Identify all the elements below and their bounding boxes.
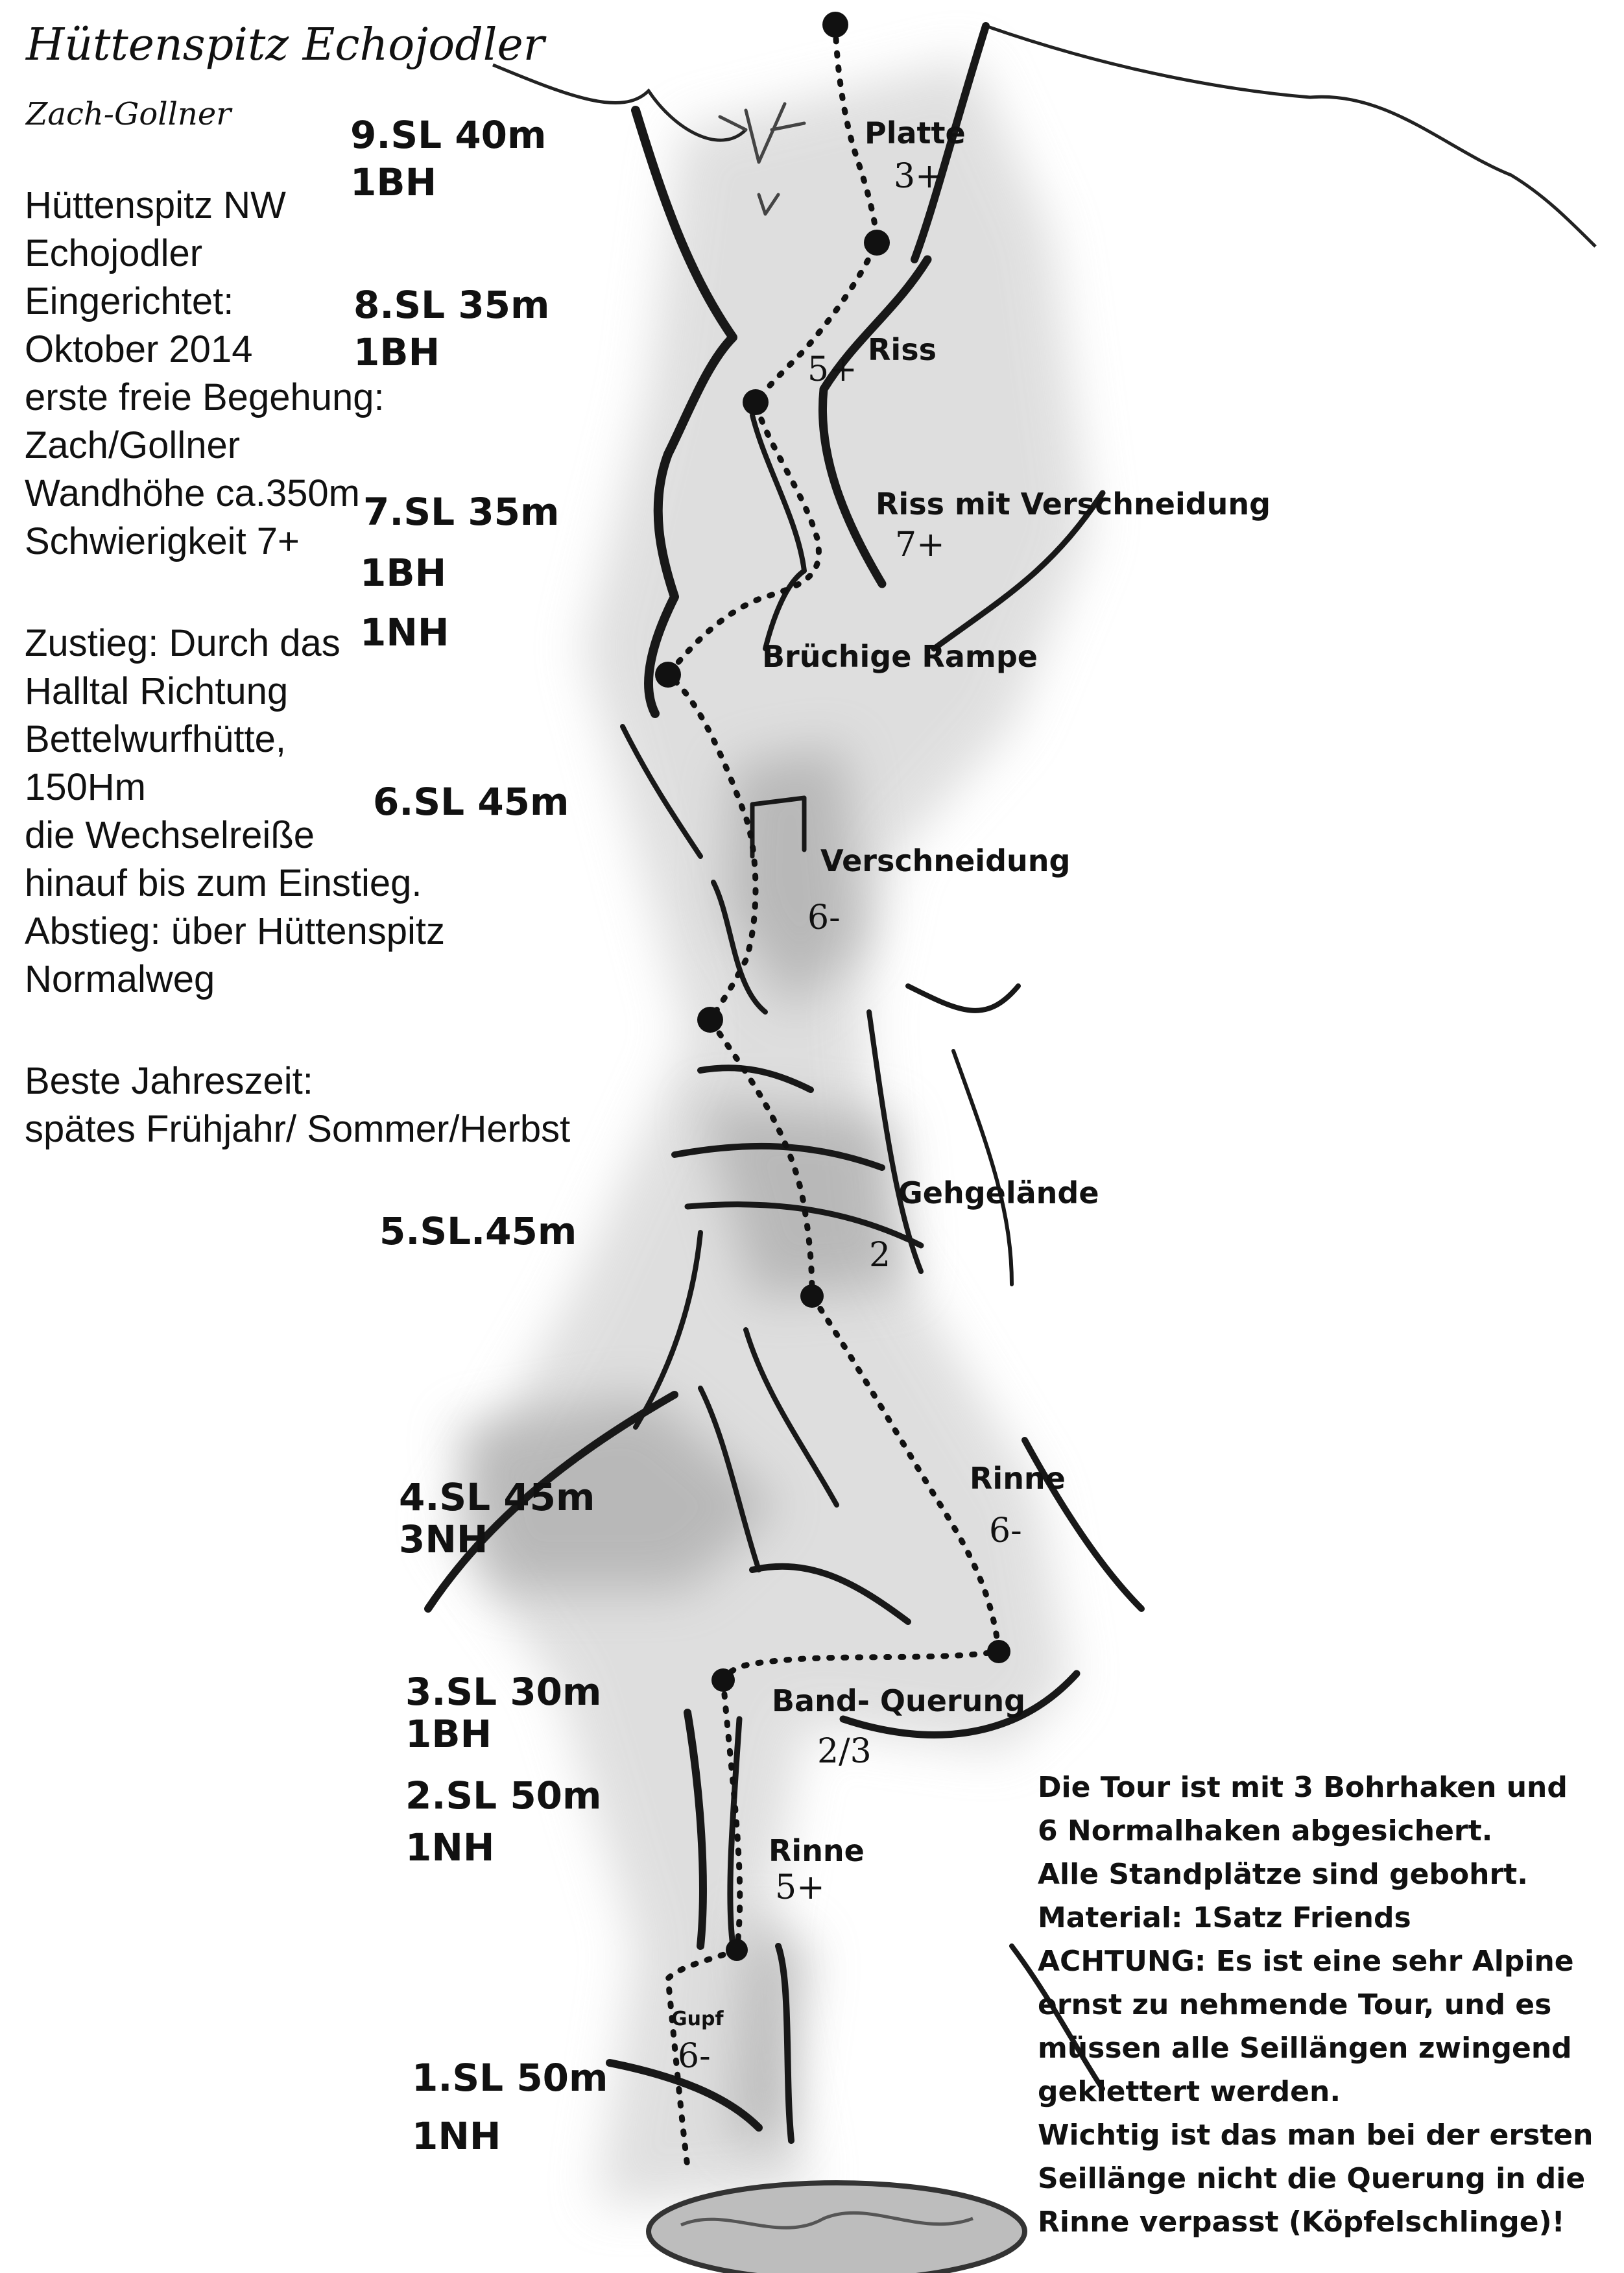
pitch-8-protection: 1BH	[353, 330, 440, 374]
pitch-2-protection: 1NH	[405, 1825, 495, 1870]
route-notes	[1038, 1766, 1593, 2244]
feature-riss: Riss	[868, 332, 937, 367]
feature-gupf: Gupf	[671, 2008, 724, 2030]
info-line: Schwierigkeit 7+	[25, 520, 300, 562]
belay-station-4	[800, 1284, 824, 1308]
note-line: geklettert werden.	[1038, 2075, 1341, 2108]
note-line: Seillänge nicht die Querung in die	[1038, 2162, 1586, 2195]
feature-riss-mit-verschneidung: Riss mit Verschneidung	[876, 487, 1271, 522]
pitch-9-protection: 1BH	[350, 160, 437, 204]
pitch-4-length: 4.SL 45m	[399, 1475, 595, 1519]
approach-line: hinauf bis zum Einstieg.	[25, 862, 422, 904]
grade-rinne-lower: 5+	[775, 1868, 825, 1907]
grade-rinne-upper: 6-	[989, 1511, 1022, 1550]
season-info	[25, 1057, 570, 1153]
pitch-4-protection: 3NH	[399, 1517, 488, 1561]
pitch-8-length: 8.SL 35m	[353, 283, 550, 327]
feature-rinne-lower: Rinne	[769, 1833, 865, 1868]
note-line: müssen alle Seillängen zwingend	[1038, 2032, 1572, 2065]
info-line: Hüttenspitz NW	[25, 184, 286, 226]
grade-platte: 3+	[894, 157, 944, 196]
grade-gupf: 6-	[678, 2037, 711, 2076]
pitch-5-length: 5.SL.45m	[379, 1209, 577, 1253]
info-line: erste freie Begehung:	[25, 376, 385, 418]
approach-line: Bettelwurfhütte,	[25, 718, 286, 760]
note-line: Alle Standplätze sind gebohrt.	[1038, 1858, 1528, 1891]
route-info	[25, 182, 385, 566]
grade-verschneidung: 6-	[807, 898, 841, 937]
feature-gehgelaende: Gehgelände	[898, 1175, 1099, 1210]
approach-line: Abstieg: über Hüttenspitz	[25, 910, 446, 952]
topo-title: Hüttenspitz Echojodler	[26, 19, 545, 71]
note-line: ernst zu nehmende Tour, und es	[1038, 1988, 1552, 2021]
belay-station-top	[822, 12, 848, 38]
feature-bruechige-rampe: Brüchige Rampe	[762, 639, 1038, 674]
skyline	[493, 26, 1595, 247]
pitch-1-protection: 1NH	[412, 2114, 501, 2158]
pitch-7-protection-2: 1NH	[360, 610, 449, 655]
pitch-6-length: 6.SL 45m	[373, 780, 569, 824]
authors: Zach-Gollner	[26, 96, 232, 132]
approach-line: die Wechselreiße	[25, 814, 315, 856]
pitch-3-length: 3.SL 30m	[405, 1670, 602, 1714]
pitch-2-length: 2.SL 50m	[405, 1774, 602, 1818]
info-line: Eingerichtet:	[25, 280, 234, 322]
pitch-9-length: 9.SL 40m	[350, 113, 547, 157]
feature-verschneidung: Verschneidung	[820, 843, 1071, 878]
info-line: Wandhöhe ca.350m	[25, 472, 360, 514]
pitch-7-length: 7.SL 35m	[363, 490, 560, 534]
grade-gehgelaende: 2	[869, 1236, 891, 1275]
note-line: Die Tour ist mit 3 Bohrhaken und	[1038, 1771, 1568, 1804]
belay-station-2	[711, 1668, 735, 1692]
belay-station-5	[697, 1007, 723, 1033]
grade-riss: 5+	[807, 350, 857, 389]
belay-station-6	[655, 662, 681, 688]
note-line: Material: 1Satz Friends	[1038, 1901, 1411, 1934]
approach-line: 150Hm	[25, 766, 146, 808]
belay-station-1	[726, 1939, 748, 1961]
base-boulder	[649, 2183, 1025, 2273]
season-line: Beste Jahreszeit:	[25, 1060, 313, 1102]
season-line: spätes Frühjahr/ Sommer/Herbst	[25, 1108, 571, 1150]
grade-riss-mit-verschneidung: 7+	[895, 525, 945, 564]
note-line: ACHTUNG: Es ist eine sehr Alpine	[1038, 1945, 1574, 1978]
pitch-1-length: 1.SL 50m	[412, 2056, 608, 2100]
feature-platte: Platte	[865, 115, 966, 150]
approach-line: Normalweg	[25, 958, 215, 1000]
note-line: 6 Normalhaken abgesichert.	[1038, 1814, 1493, 1847]
note-line: Rinne verpasst (Köpfelschlinge)!	[1038, 2206, 1565, 2239]
approach-line: Halltal Richtung	[25, 670, 289, 712]
pitch-7-protection: 1BH	[360, 551, 447, 595]
grade-band-querung: 2/3	[817, 1732, 872, 1771]
info-line: Oktober 2014	[25, 328, 253, 370]
belay-station-3	[987, 1640, 1010, 1663]
info-line: Zach/Gollner	[25, 424, 241, 466]
feature-band-querung: Band- Querung	[772, 1683, 1026, 1718]
feature-rinne-upper: Rinne	[970, 1461, 1066, 1496]
pitch-3-protection: 1BH	[405, 1712, 492, 1756]
belay-station-7	[743, 389, 769, 415]
approach-line: Zustieg: Durch das	[25, 622, 340, 664]
info-line: Echojodler	[25, 232, 203, 274]
belay-station-8	[864, 230, 890, 256]
note-line: Wichtig ist das man bei der ersten	[1038, 2119, 1594, 2152]
